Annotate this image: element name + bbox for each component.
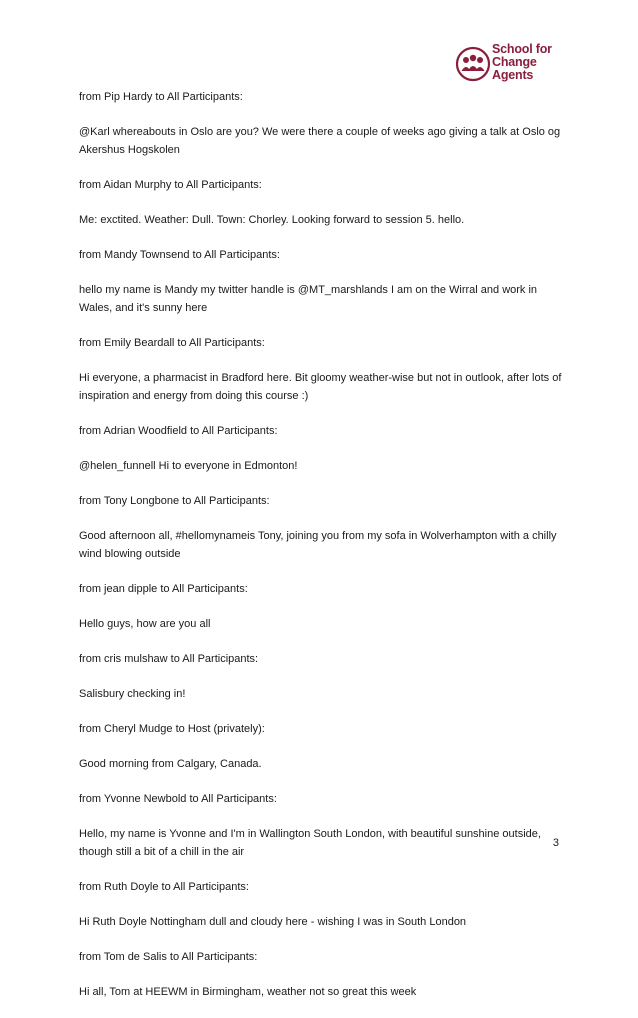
message-sender: from Pip Hardy to All Participants: [79, 91, 243, 103]
message-sender: from jean dipple to All Participants: [79, 583, 248, 595]
message-text: Hi everyone, a pharmacist in Bradford here. Bit gloomy weather-wise but not in outlook, after lots of inspiration and energy from doing this course :) [79, 372, 562, 402]
message-text: @Karl whereabouts in Oslo are you? We were there a couple of weeks ago giving a talk at Oslo og Akershus Hogskolen [79, 126, 561, 156]
logo-line-2: Change [492, 55, 537, 69]
message-sender: from cris mulshaw to All Participants: [79, 653, 259, 665]
logo-line-1: School for [492, 42, 552, 56]
message-text: Good afternoon all, #hellomynameis Tony, joining you from my sofa in Wolverhampton with a chilly wind blowing outside [79, 530, 557, 560]
chat-transcript [79, 88, 565, 1018]
message-text: Hi Ruth Doyle Nottingham dull and cloudy here - wishing I was in South London [79, 916, 467, 928]
message-sender: from Mandy Townsend to All Participants: [79, 249, 280, 261]
school-for-change-agents-logo [455, 43, 565, 89]
logo-line-3: Agents [492, 68, 534, 82]
message-sender: from Tony Longbone to All Participants: [79, 495, 270, 507]
message-text: Me: exctited. Weather: Dull. Town: Chorley. Looking forward to session 5. hello. [79, 214, 465, 226]
message-text: Good morning from Calgary, Canada. [79, 758, 262, 770]
people-circle-icon [455, 46, 491, 82]
message-sender: from Emily Beardall to All Participants: [79, 337, 265, 349]
message-text: Hi all, Tom at HEEWM in Birmingham, weather not so great this week [79, 986, 417, 998]
message-sender: from Adrian Woodfield to All Participants: [79, 425, 278, 437]
message-text: @helen_funnell Hi to everyone in Edmonton! [79, 460, 298, 472]
message-sender: from Tom de Salis to All Participants: [79, 951, 258, 963]
page-number: 3 [552, 837, 559, 849]
message-text: Salisbury checking in! [79, 688, 186, 700]
message-sender: from Yvonne Newbold to All Participants: [79, 793, 277, 805]
message-text: Hello guys, how are you all [79, 618, 211, 630]
message-sender: from Cheryl Mudge to Host (privately): [79, 723, 265, 735]
message-sender: from Ruth Doyle to All Participants: [79, 881, 249, 893]
message-text: hello my name is Mandy my twitter handle is @MT_marshlands I am on the Wirral and work in Wales, and it's sunny here [79, 284, 538, 314]
logo-wordmark [492, 43, 552, 82]
message-sender: from Aidan Murphy to All Participants: [79, 179, 262, 191]
message-text: Hello, my name is Yvonne and I'm in Wallington South London, with beautiful sunshine outside, though still a bit of a chill in the air [79, 828, 541, 858]
